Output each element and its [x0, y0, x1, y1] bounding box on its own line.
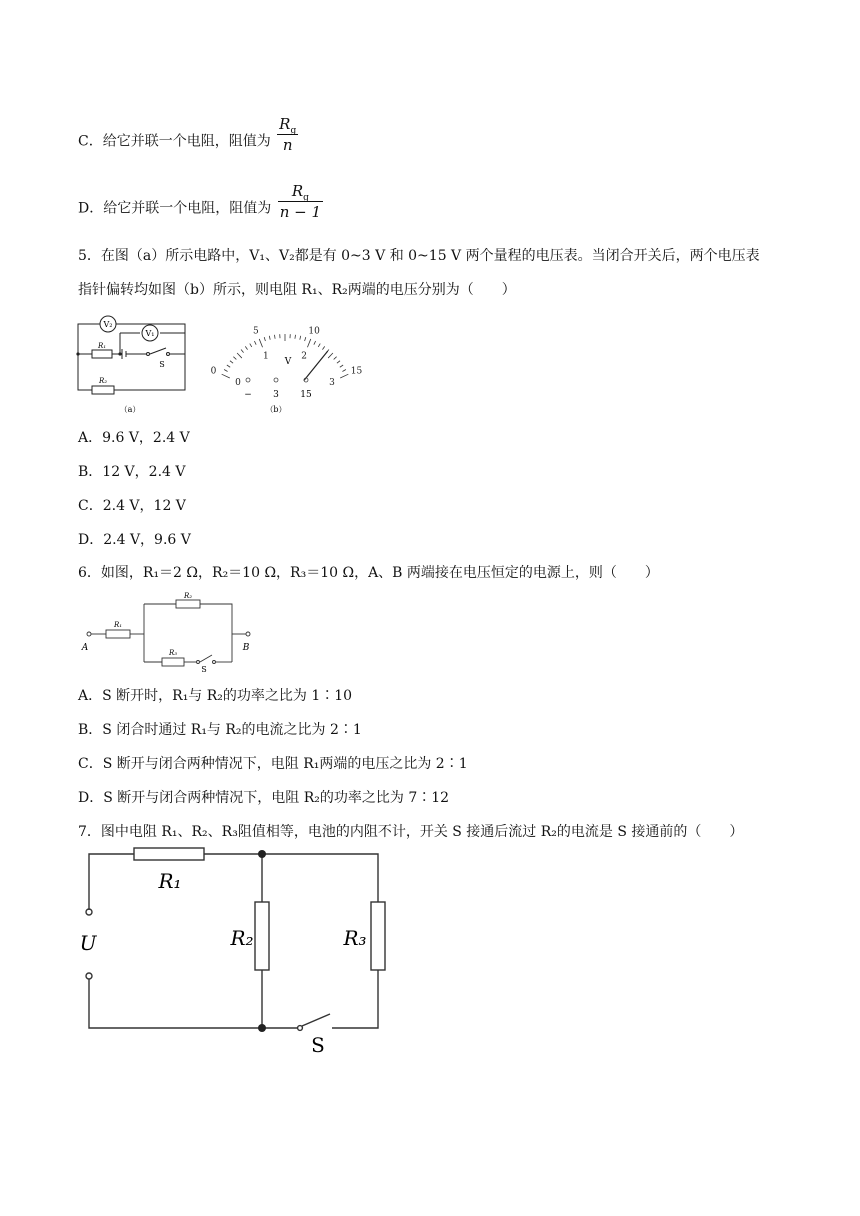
q7-voltage-label: U — [79, 931, 97, 955]
q6-figure-circuit — [76, 592, 266, 674]
meter-tick — [269, 336, 270, 340]
v2-label: V₂ — [103, 320, 113, 329]
terminal-3-icon — [274, 378, 278, 382]
q5-option-c: C．2.4 V，12 V — [78, 498, 186, 514]
q6-switch-label: S — [201, 665, 207, 674]
q4-option-d-text: D．给它并联一个电阻，阻值为 — [78, 200, 272, 217]
meter-tick — [305, 337, 306, 341]
q7-r3-label: R₃ — [343, 926, 367, 950]
meter-tick — [254, 341, 256, 345]
q5-figure-b-voltmeter — [200, 308, 370, 420]
terminal-15-label: 15 — [300, 390, 312, 400]
meter-outer-tick-label: 15 — [350, 366, 363, 377]
meter-tick — [241, 350, 244, 353]
meter-tick — [233, 357, 236, 360]
meter-tick — [230, 361, 233, 363]
switch-label: S — [159, 360, 165, 369]
meter-tick — [224, 370, 227, 372]
q6-option-a: A．S 断开时，R₁与 R₂的功率之比为 1∶10 — [78, 688, 353, 704]
meter-tick — [222, 374, 230, 378]
meter-outer-tick-label: 5 — [253, 326, 259, 337]
q6-option-b: B．S 闭合时通过 R₁与 R₂的电流之比为 2∶1 — [78, 722, 362, 738]
q7-figure-circuit — [70, 840, 400, 1060]
r2-label: R₂ — [98, 377, 108, 385]
q4-option-c — [78, 115, 298, 155]
meter-tick — [318, 344, 320, 347]
q5-option-a: A．9.6 V，2.4 V — [78, 430, 190, 446]
q5-option-b: B．12 V，2.4 V — [78, 464, 186, 480]
meter-inner-tick-label: 0 — [235, 377, 241, 388]
q7-r2-label: R₂ — [230, 926, 254, 950]
figure-b-caption: （b） — [265, 405, 287, 414]
meter-tick — [340, 365, 343, 367]
meter-inner-tick-label: 1 — [262, 351, 269, 362]
meter-tick — [264, 337, 265, 341]
q6-r3-label: R₃ — [168, 649, 178, 657]
meter-tick — [245, 346, 247, 349]
meter-tick — [322, 346, 324, 349]
q7-stem: 7．图中电阻 R₁、R₂、R₃阻值相等，电池的内阻不计，开关 S 接通后流过 R₂的电流是 S 接通前的（ ） — [78, 824, 744, 840]
meter-outer-tick-label: 10 — [308, 326, 320, 337]
q6-stem: 6．如图，R₁＝2 Ω，R₂＝10 Ω，R₃＝10 Ω，A、B 两端接在电压恒定的电源上，则（ ） — [78, 565, 659, 581]
meter-inner-tick-label: 3 — [329, 377, 335, 388]
q6-r1-label: R₁ — [113, 621, 123, 629]
q5-option-d: D．2.4 V，9.6 V — [78, 532, 191, 548]
v1-label: V₁ — [145, 329, 155, 338]
q4-option-c-text: C．给它并联一个电阻，阻值为 — [78, 133, 271, 150]
q5-stem-line1: 5．在图（a）所示电路中，V₁、V₂都是有 0~3 V 和 0~15 V 两个量程的电压表。当闭合开关后，两个电压表 — [78, 248, 760, 264]
meter-tick — [307, 339, 310, 347]
terminal-3-label: 3 — [273, 390, 279, 400]
meter-tick — [259, 339, 262, 347]
q6-terminal-b-label: B — [242, 643, 250, 653]
q7-r1-label: R₁ — [158, 869, 182, 893]
q6-r2-label: R₂ — [183, 592, 193, 600]
meter-inner-tick-label: 2 — [301, 351, 308, 362]
terminal-minus-label: − — [244, 390, 252, 400]
r1-label: R₁ — [97, 342, 107, 350]
q6-option-d: D．S 断开与闭合两种情况下，电阻 R₂的功率之比为 7∶12 — [78, 790, 450, 806]
meter-tick — [237, 353, 242, 358]
q6-terminal-a-label: A — [81, 643, 89, 653]
meter-tick — [300, 336, 301, 340]
q7-switch-label: S — [311, 1033, 325, 1057]
q4-option-d — [78, 182, 323, 222]
q5-stem-line2: 指针偏转均如图（b）所示，则电阻 R₁、R₂两端的电压分别为（ ） — [78, 282, 516, 298]
meter-tick — [274, 335, 275, 339]
meter-tick — [328, 353, 333, 358]
meter-tick — [250, 344, 252, 347]
q4-option-c-fraction: $\frac{R_g}{n}$ — [279, 115, 297, 154]
meter-unit-label: V — [284, 357, 292, 367]
meter-tick — [227, 365, 230, 367]
q6-option-c: C．S 断开与闭合两种情况下，电阻 R₁两端的电压之比为 2∶1 — [78, 756, 468, 772]
meter-tick — [295, 335, 296, 339]
meter-pointer — [304, 351, 328, 381]
meter-tick — [337, 361, 340, 363]
q4-option-d-fraction: $\frac{R_g}{n - 1}$ — [279, 182, 321, 221]
meter-tick — [342, 370, 345, 372]
terminal-minus-icon — [246, 378, 250, 382]
figure-a-caption: （a） — [119, 405, 141, 414]
q5-figure-a-circuit — [70, 308, 200, 420]
meter-outer-tick-label: 0 — [210, 366, 217, 377]
meter-tick — [334, 357, 337, 360]
meter-tick — [340, 374, 348, 378]
meter-tick — [314, 341, 316, 345]
